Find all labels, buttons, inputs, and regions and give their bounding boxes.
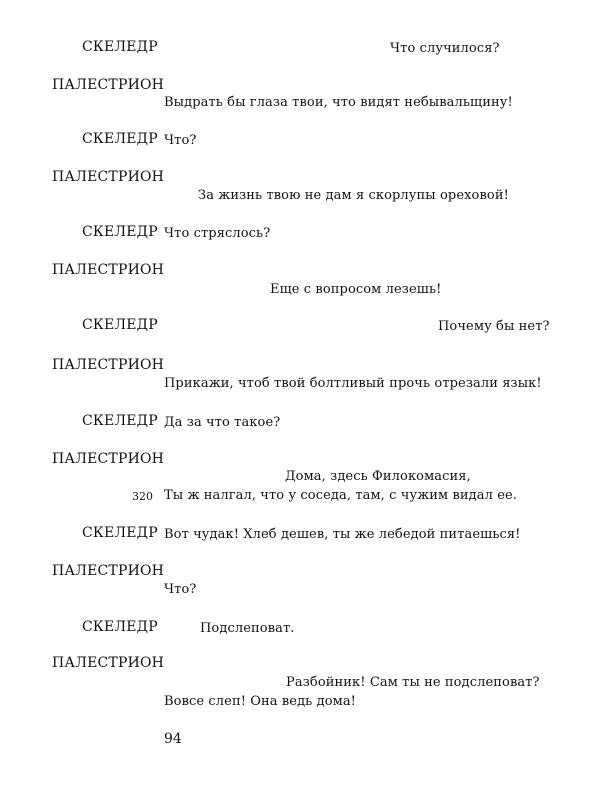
speaker-skeledr: СКЕЛЕДР <box>82 525 158 541</box>
speaker-palestrion: ПАЛЕСТРИОН <box>52 655 165 671</box>
dialogue-line: Да за что такое? <box>164 415 281 430</box>
page-number: 94 <box>164 731 182 747</box>
dialogue-line: Подслеповат. <box>200 621 295 636</box>
dialogue-line: Вот чудак! Хлеб дешев, ты же лебедой питаешься! <box>164 527 521 542</box>
dialogue-line: Что? <box>164 582 197 597</box>
speaker-skeledr: СКЕЛЕДР <box>82 131 158 147</box>
speaker-skeledr: СКЕЛЕДР <box>82 619 158 635</box>
dialogue-line: Что стряслось? <box>164 226 271 241</box>
speaker-palestrion: ПАЛЕСТРИОН <box>52 169 165 185</box>
speaker-skeledr: СКЕЛЕДР <box>82 224 158 240</box>
dialogue-line: Ты ж налгал, что у соседа, там, с чужим видал ее. <box>164 488 518 503</box>
dialogue-line: Выдрать бы глаза твои, что видят небывальщину! <box>164 95 513 110</box>
speaker-palestrion: ПАЛЕСТРИОН <box>52 563 165 579</box>
dialogue-line: Разбойник! Сам ты не подслеповат? <box>286 675 540 690</box>
speaker-skeledr: СКЕЛЕДР <box>82 39 158 55</box>
dialogue-line: Вовсе слеп! Она ведь дома! <box>164 694 357 709</box>
dialogue-line: Дома, здесь Филокомасия, <box>285 469 471 484</box>
speaker-palestrion: ПАЛЕСТРИОН <box>52 77 165 93</box>
speaker-skeledr: СКЕЛЕДР <box>82 317 158 333</box>
dialogue-line: Прикажи, чтоб твой болтливый прочь отрезали язык! <box>164 376 542 391</box>
dialogue-line: Что? <box>164 133 197 148</box>
speaker-palestrion: ПАЛЕСТРИОН <box>52 262 165 278</box>
speaker-skeledr: СКЕЛЕДР <box>82 413 158 429</box>
dialogue-line: За жизнь твою не дам я скорлупы ореховой! <box>198 188 509 203</box>
dialogue-line: Что случилося? <box>390 41 500 56</box>
dialogue-line: Еще с вопросом лезешь! <box>270 282 442 297</box>
speaker-palestrion: ПАЛЕСТРИОН <box>52 357 165 373</box>
dialogue-line: Почему бы нет? <box>438 319 550 334</box>
speaker-palestrion: ПАЛЕСТРИОН <box>52 451 165 467</box>
line-number: 320 <box>132 490 153 503</box>
